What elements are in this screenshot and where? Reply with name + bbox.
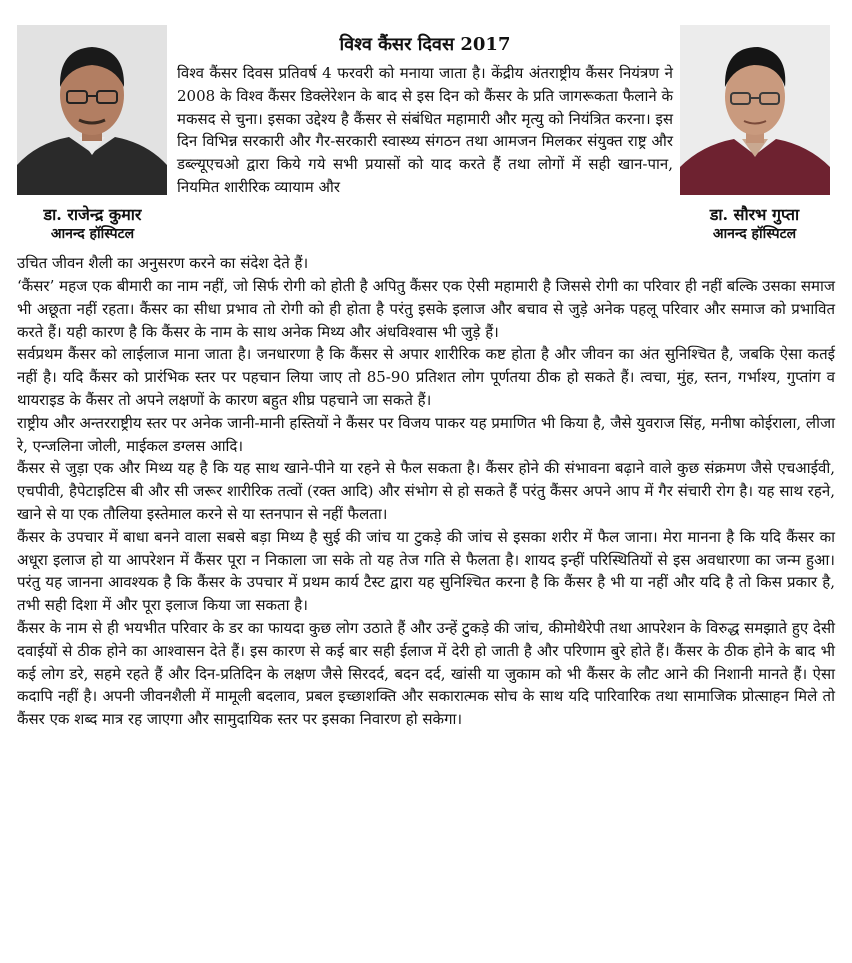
portrait-image — [17, 25, 167, 195]
intro-paragraph-tail: उचित जीवन शैली का अनुसरण करने का संदेश देते हैं। — [17, 254, 309, 272]
paragraph: कैंसर से जुड़ा एक और मिथ्य यह है कि यह साथ खाने-पीने या रहने से फैल सकता है। कैंसर होने की संभावना बढ़ाने वाले कुछ संक्रमण जैसे एचआईवी, एचपीवी, हैपेटाइटिस बी और सी जरूर शारीरिक तत्वों (रक्त आदि) और संभोग से हो सकते हैं परंतु कैंसर अपने आप में गैर संचारी रोग है। यह साथ रहने, खाने से या एक तौलिया इस्तेमाल करने से या स्तनपान से नहीं फैलता। — [17, 459, 835, 523]
paragraph: कैंसर के नाम से ही भयभीत परिवार के डर का फायदा कुछ लोग उठाते हैं और उन्हें टुकड़े की जांच, कीमोथैरेपी तथा आपरेशन के विरुद्ध समझाते हुए देसी दवाईयों से ठीक होने का आश्वासन देते हैं। इस कारण से कई बार सही ईलाज में देरी हो जाती है और परिणाम बुरे होते हैं। कैंसर के ठीक होने के बाद भी कई लोग डरे, सहमे रहते हैं और दिन-प्रतिदिन के लक्षण जैसे सिरदर्द, बदन दर्द, खांसी या जुकाम को भी कैंसर के लौट आने की निशानी मानते हैं। ऐसा कदापि नहीं है। अपनी जीवनशैली में मामूली बदलाव, प्रबल इच्छाशक्ति और सकारात्मक सोच के साथ यदि पारिवारिक तथा सामाजिक प्रोत्साहन मिले तो कैंसर एक शब्द मात्र रह जाएगा और सामुदायिक स्तर पर इसका निवारण हो सकेगा। — [17, 618, 835, 729]
doctor-caption-left — [10, 205, 175, 243]
doctor-caption-right — [672, 205, 837, 243]
intro-paragraph: विश्व कैंसर दिवस प्रतिवर्ष 4 फरवरी को मनाया जाता है। केंद्रीय अंतराष्ट्रीय कैंसर नियंत्रण ने 2008 के विश्व कैंसर डिक्लेरेशन के बाद से इस दिन को कैंसर के प्रति जागरूकता फैलाने के मकसद से चुना। इसका उद्देश्य है कैंसर से संबंधित महामारी और मृत्यु को नियंत्रित करना। इस दिन विभिन्न सरकारी और गैर-सरकारी स्वास्थ्य संगठन तथा आमजन मिलकर संयुक्त राष्ट्र और डब्ल्यूएचओ द्वारा किये गये सभी प्रयासों को याद करते हैं तथा लोगों में सही खान-पान, नियमित शारीरिक व्यायाम और — [177, 64, 673, 196]
doctor-name-right: डा. सौरभ गुप्ता — [709, 205, 800, 224]
doctor-photo-left — [17, 25, 167, 195]
paragraph: कैंसर के उपचार में बाधा बनने वाला सबसे बड़ा मिथ्य है सुई की जांच या टुकड़े की जांच से इसका शरीर में फैल जाना। मेरा मानना है कि यदि कैंसर का अधूरा इलाज हो या आपरेशन में कैंसर पूरा न निकाला जा सके तो यह तेज गति से फैलता है। शायद इन्हीं परिस्थितियों से इस अवधारणा का जन्म हुआ। परंतु यह जानना आवश्यक है कि कैंसर के उपचार में प्रथम कार्य टैस्ट द्वारा यह सुनिश्चित करना है कि कैंसर है भी या नहीं और यदि है तो किस प्रकार है, तभी सही दिशा में और पूरा इलाज किया जा सकता है। — [17, 527, 835, 615]
article-body — [17, 275, 835, 731]
portrait-image — [680, 25, 830, 195]
doctor-photo-right — [680, 25, 830, 195]
paragraph: सर्वप्रथम कैंसर को लाईलाज माना जाता है। जनधारणा है कि कैंसर से अपार शारीरिक कष्ट होता है और जीवन का अंत सुनिश्चित है, जबकि ऐसा कतई नहीं है। यदि कैंसर को प्रारंभिक स्तर पर पहचान लिया जाए तो 85-90 प्रतिशत लोग पूर्णतया ठीक हो सकते हैं। त्वचा, मुंह, स्तन, गर्भाश्य, गुप्तांग व थायराइड के कैंसर तो अपने लक्षणों के कारण बहुत शीघ्र पहचाने जा सकते हैं। — [17, 345, 835, 409]
article-title: विश्व कैंसर दिवस 2017 — [339, 34, 511, 55]
doctor-hospital-left: आनन्द हॉस्पिटल — [50, 226, 135, 242]
doctor-hospital-right: आनन्द हॉस्पिटल — [712, 226, 797, 242]
doctor-name-left: डा. राजेन्द्र कुमार — [43, 205, 142, 224]
paragraph: राष्ट्रीय और अन्तरराष्ट्रीय स्तर पर अनेक जानी-मानी हस्तियों ने कैंसर पर विजय पाकर यह प्रमाणित भी किया है, जैसे युवराज सिंह, मनीषा कोईराला, लीजा रे, एन्जलिना जोली, माईकल डग्लस आदि। — [17, 413, 835, 455]
paragraph: ‘कैंसर’ महज एक बीमारी का नाम नहीं, जो सिर्फ रोगी को होती है अपितु कैंसर एक ऐसी महामारी है जिससे रोगी का परिवार ही नहीं बल्कि उसका समाज भी अछूता नहीं रहता। कैंसर का सीधा प्रभाव तो रोगी को ही होता है परंतु इसके इलाज और बचाव से जुड़े अनेक पहलू परिवार और समाज को प्रभावित करते हैं। यही कारण है कि कैंसर के नाम के साथ अनेक मिथ्य और अंधविश्वास भी जुड़े हैं। — [17, 277, 835, 341]
